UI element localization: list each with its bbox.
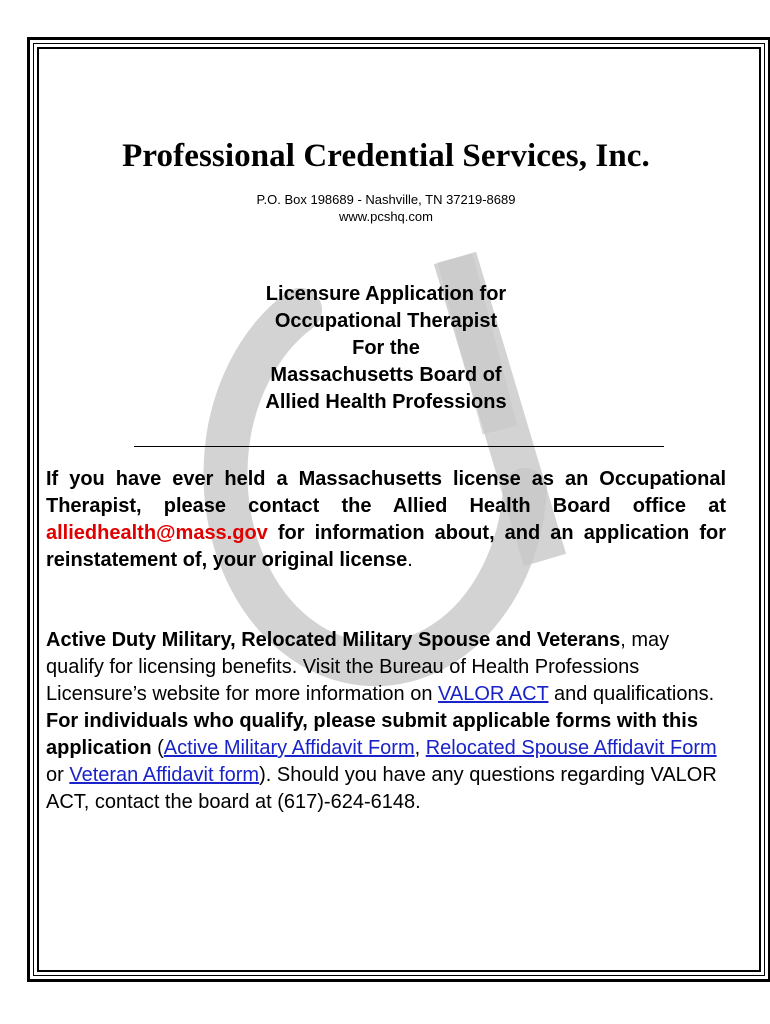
valor-bold-forms: For individuals who qualify, please submit applicable forms with this application: [46, 710, 698, 759]
title-line-2: Occupational Therapist: [274, 310, 498, 332]
veteran-affidavit-link[interactable]: Veteran Affidavit form: [69, 764, 260, 786]
title-line-4: Massachusetts Board of: [270, 364, 502, 386]
valor-text-3: (: [151, 737, 164, 759]
valor-text-2: and qualifications.: [548, 683, 715, 705]
reinstatement-text-before: If you have ever held a Massachusetts license as an Occupational Therapist, please contact the Allied Health Board office at: [46, 468, 726, 517]
application-title: [46, 281, 726, 416]
company-name: Professional Credential Services, Inc.: [122, 138, 650, 174]
title-line-1: Licensure Application for: [265, 283, 507, 305]
active-military-affidavit-link[interactable]: Active Military Affidavit Form: [163, 737, 415, 759]
valor-text-6: ). Should you have any questions regarding VALOR ACT, contact the board at (617)-624-6148.: [46, 764, 717, 813]
title-line-3: For the: [352, 337, 420, 359]
valor-act-link[interactable]: VALOR ACT: [438, 683, 549, 705]
divider-line: [134, 446, 664, 447]
company-address: P.O. Box 198689 - Nashville, TN 37219-8689: [256, 192, 516, 207]
reinstatement-notice: [46, 466, 726, 574]
company-address-block: [46, 191, 726, 225]
valor-act-notice: [46, 627, 726, 816]
title-line-5: Allied Health Professions: [265, 391, 507, 413]
reinstatement-text-after: for information about, and an application for reinstatement of, your original license: [46, 522, 726, 571]
valor-text-4: ,: [414, 737, 426, 759]
valor-text-1: , may qualify for licensing benefits. Visit the Bureau of Health Professions Licensure’s website for more information on: [46, 629, 670, 705]
reinstatement-period: .: [407, 549, 413, 571]
valor-text-5: or: [46, 764, 70, 786]
relocated-spouse-affidavit-link[interactable]: Relocated Spouse Affidavit Form: [425, 737, 717, 759]
company-website[interactable]: www.pcshq.com: [339, 209, 433, 224]
valor-bold-lead: Active Duty Military, Relocated Military Spouse and Veterans: [46, 629, 621, 651]
board-email-link[interactable]: alliedhealth@mass.gov: [46, 522, 268, 544]
